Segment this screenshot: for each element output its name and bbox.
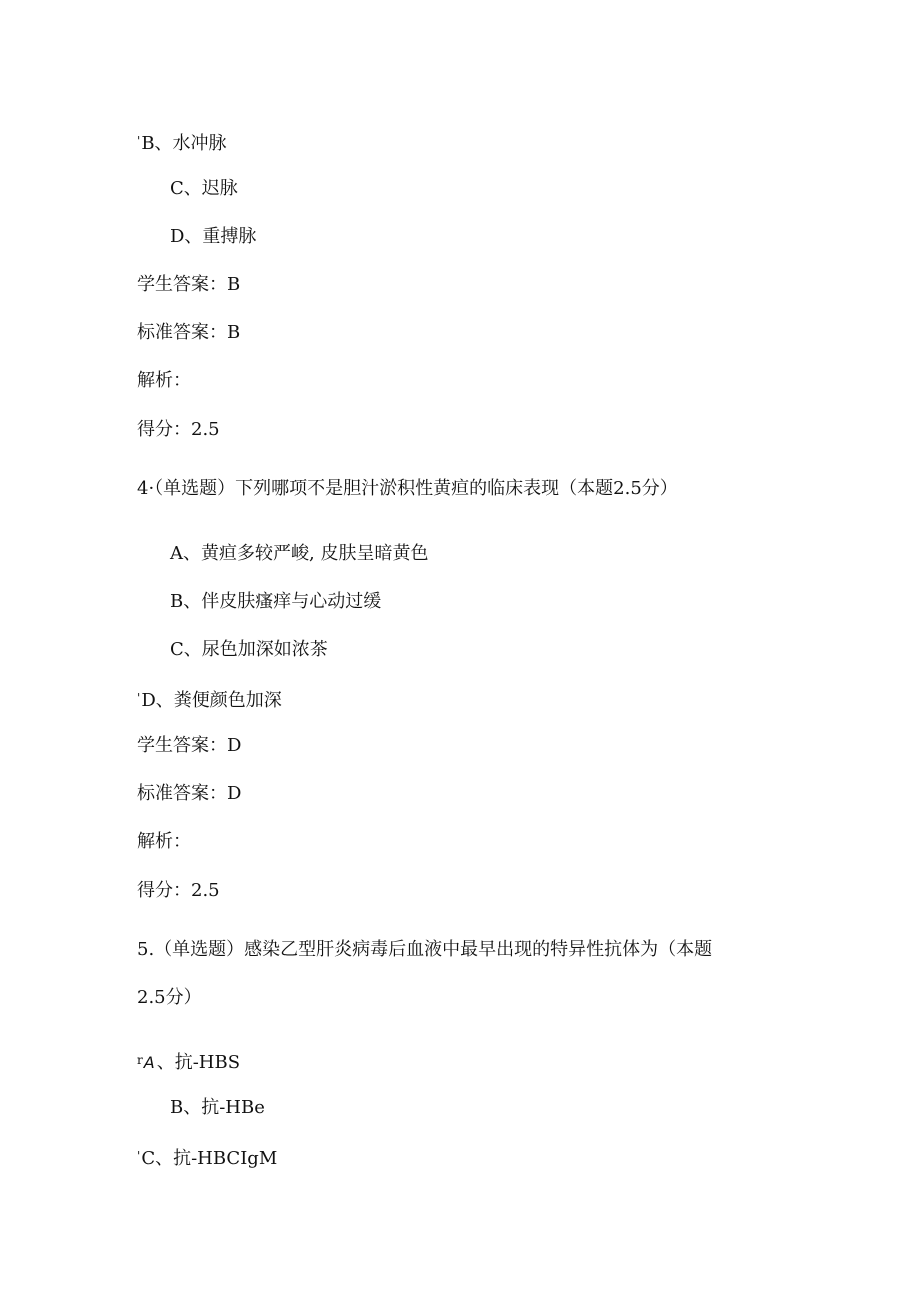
q3-student-answer: 学生答案：B	[137, 274, 241, 295]
q4-option-b: B、伴皮肤瘙痒与心动过缓	[170, 591, 382, 612]
q3-score: 得分：2.5	[137, 419, 220, 440]
selected-mark: '	[137, 691, 141, 705]
q5-option-b: B、抗-HBe	[170, 1097, 265, 1118]
q4-analysis: 解析：	[137, 831, 191, 852]
q4-student-answer: 学生答案：D	[137, 735, 242, 756]
selected-mark: r	[137, 1053, 143, 1067]
q5-option-c	[137, 1144, 277, 1171]
q3-standard-answer: 标准答案：B	[137, 322, 241, 343]
q4-option-d	[137, 686, 282, 713]
q5-title-line2: 2.5分）	[137, 987, 202, 1008]
q4-standard-answer: 标准答案：D	[137, 783, 242, 804]
q4-score: 得分：2.5	[137, 880, 220, 901]
option-text: D、粪便颜色加深	[141, 690, 282, 711]
option-text: C、抗-HBCIgM	[141, 1148, 278, 1169]
option-text: 、抗-HBS	[156, 1052, 241, 1073]
q3-analysis: 解析：	[137, 370, 191, 391]
q4-option-c: C、尿色加深如浓茶	[170, 639, 328, 660]
q4-option-a: A、黄疸多较严峻, 皮肤呈暗黄色	[170, 543, 429, 564]
q4-title: 4·（单选题）下列哪项不是胆汁淤积性黄疸的临床表现（本题2.5分）	[137, 478, 678, 499]
option-letter: A	[143, 1053, 155, 1072]
selected-mark: '	[137, 134, 141, 148]
q5-title-line1: 5.（单选题）感染乙型肝炎病毒后血液中最早出现的特异性抗体为（本题	[137, 939, 713, 960]
selected-mark: '	[137, 1149, 141, 1163]
q3-option-d: D、重搏脉	[170, 226, 257, 247]
q5-option-a	[137, 1048, 240, 1075]
q3-option-b	[137, 129, 227, 156]
option-text: B、水冲脉	[141, 133, 227, 154]
q3-option-c: C、迟脉	[170, 178, 238, 199]
